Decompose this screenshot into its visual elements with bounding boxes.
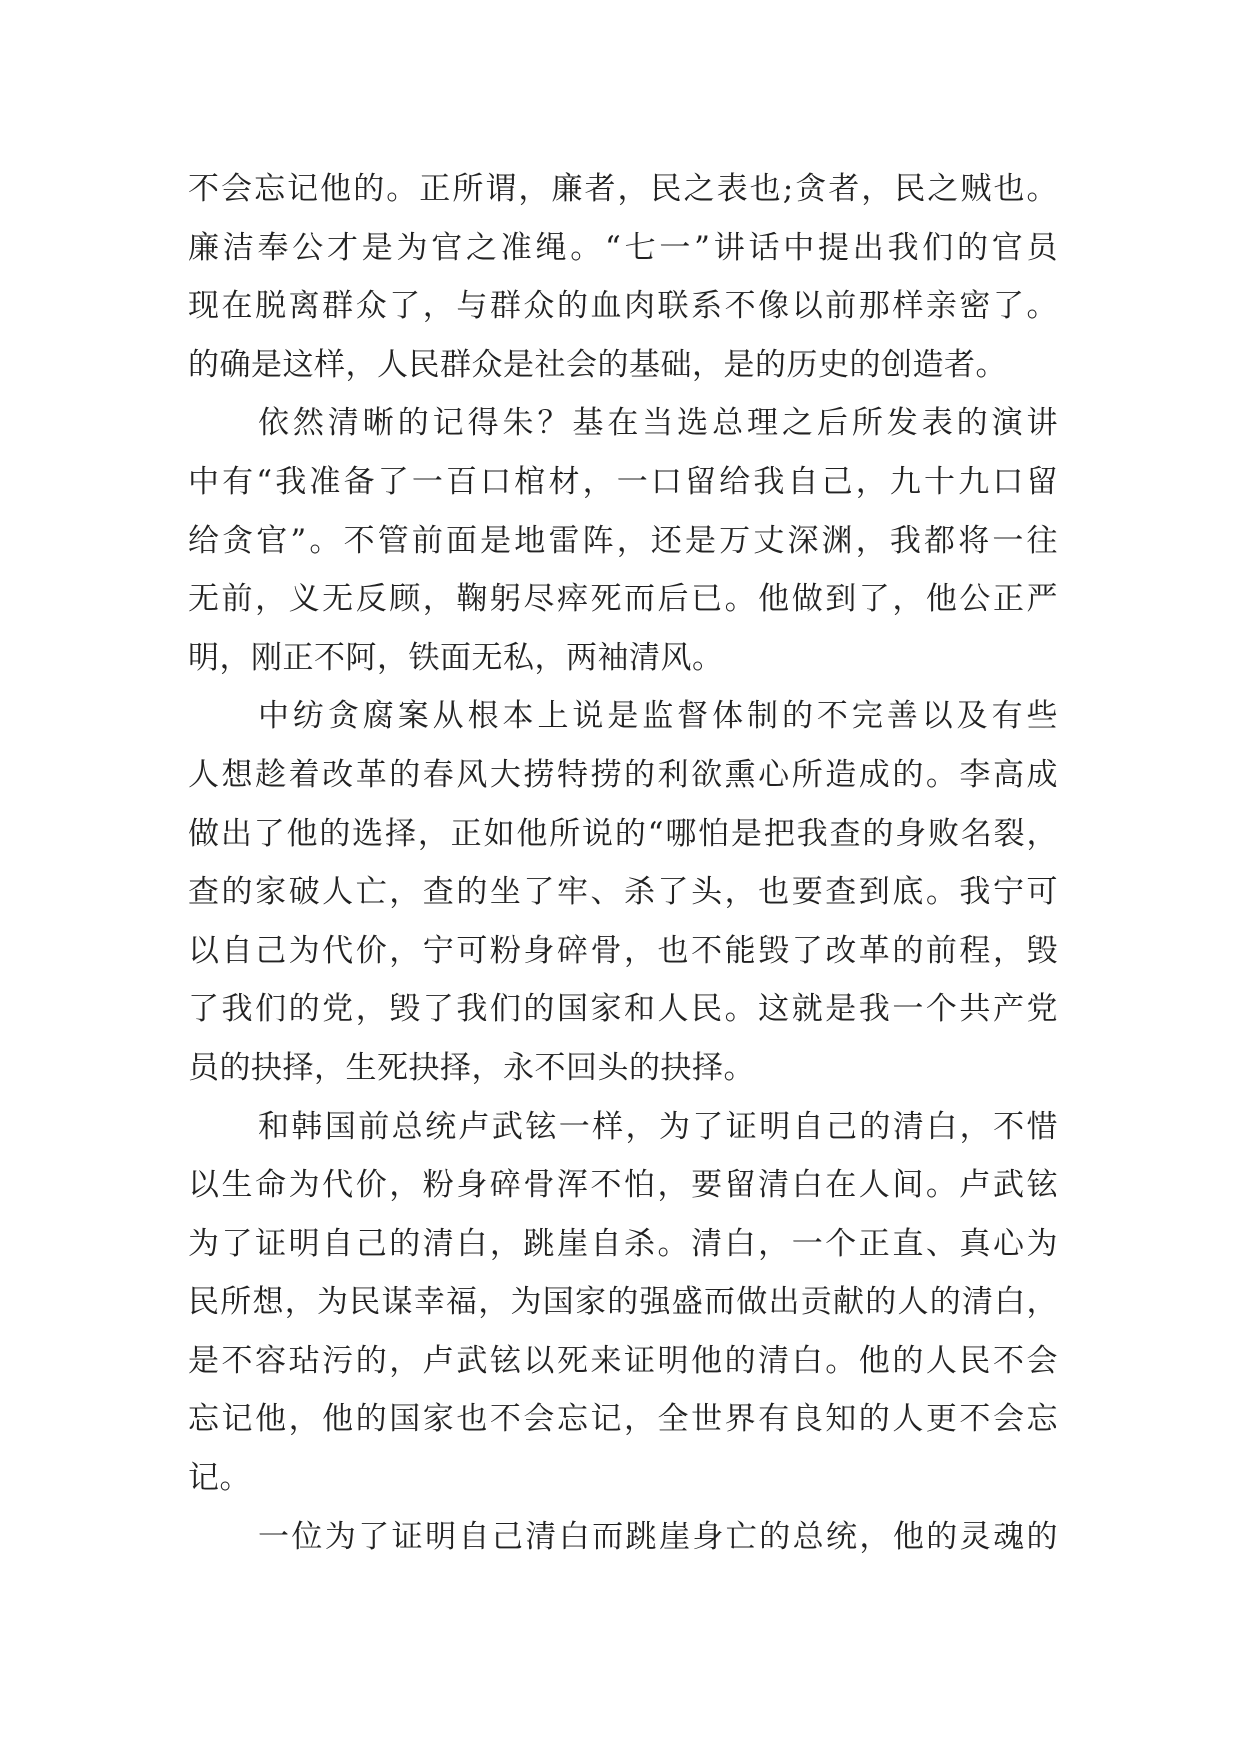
text-line: 以自己为代价，宁可粉身碎骨，也不能毁了改革的前程，毁: [188, 932, 1058, 969]
text-line: 无前，义无反顾，鞠躬尽瘁死而后已。他做到了，他公正严: [188, 581, 1058, 618]
text-line: 做出了他的选择，正如他所说的“哪怕是把我查的身败名裂，: [188, 815, 1058, 852]
text-line: 为了证明自己的清白，跳崖自杀。清白，一个正直、真心为: [188, 1225, 1058, 1262]
text-line: 给贪官”。不管前面是地雷阵，还是万丈深渊，我都将一往: [188, 522, 1058, 559]
text-line: 依然清晰的记得朱？基在当选总理之后所发表的演讲: [258, 405, 1058, 442]
text-line: 了我们的党，毁了我们的国家和人民。这就是我一个共产党: [188, 991, 1058, 1028]
text-line: 明，刚正不阿，铁面无私，两袖清风。: [188, 639, 724, 676]
text-line: 查的家破人亡，查的坐了牢、杀了头，也要查到底。我宁可: [188, 874, 1058, 911]
text-line: 民所想，为民谋幸福，为国家的强盛而做出贡献的人的清白，: [188, 1284, 1058, 1321]
text-line: 人想趁着改革的春风大捞特捞的利欲熏心所造成的。李高成: [188, 756, 1058, 793]
document-body: [188, 160, 1058, 1566]
text-line: 廉洁奉公才是为官之准绳。“七一”讲话中提出我们的官员: [188, 229, 1058, 266]
text-line: 忘记他，他的国家也不会忘记，全世界有良知的人更不会忘: [188, 1401, 1058, 1438]
text-line: 记。: [188, 1460, 251, 1497]
text-line: 一位为了证明自己清白而跳崖身亡的总统，他的灵魂的: [258, 1518, 1058, 1555]
text-line: 的确是这样，人民群众是社会的基础，是的历史的创造者。: [188, 346, 1007, 383]
text-line: 员的抉择，生死抉择，永不回头的抉择。: [188, 1049, 755, 1086]
text-line: 中有“我准备了一百口棺材，一口留给我自己，九十九口留: [188, 463, 1058, 500]
text-line: 是不容玷污的，卢武铉以死来证明他的清白。他的人民不会: [188, 1342, 1058, 1379]
text-line: 不会忘记他的。正所谓，廉者，民之表也;贪者，民之贼也。: [188, 171, 1058, 207]
text-line: 中纺贪腐案从根本上说是监督体制的不完善以及有些: [258, 698, 1058, 735]
text-line: 以生命为代价，粉身碎骨浑不怕，要留清白在人间。卢武铉: [188, 1167, 1058, 1204]
text-line: 和韩国前总统卢武铉一样，为了证明自己的清白，不惜: [258, 1108, 1058, 1145]
text-line: 现在脱离群众了，与群众的血肉联系不像以前那样亲密了。: [188, 288, 1058, 325]
